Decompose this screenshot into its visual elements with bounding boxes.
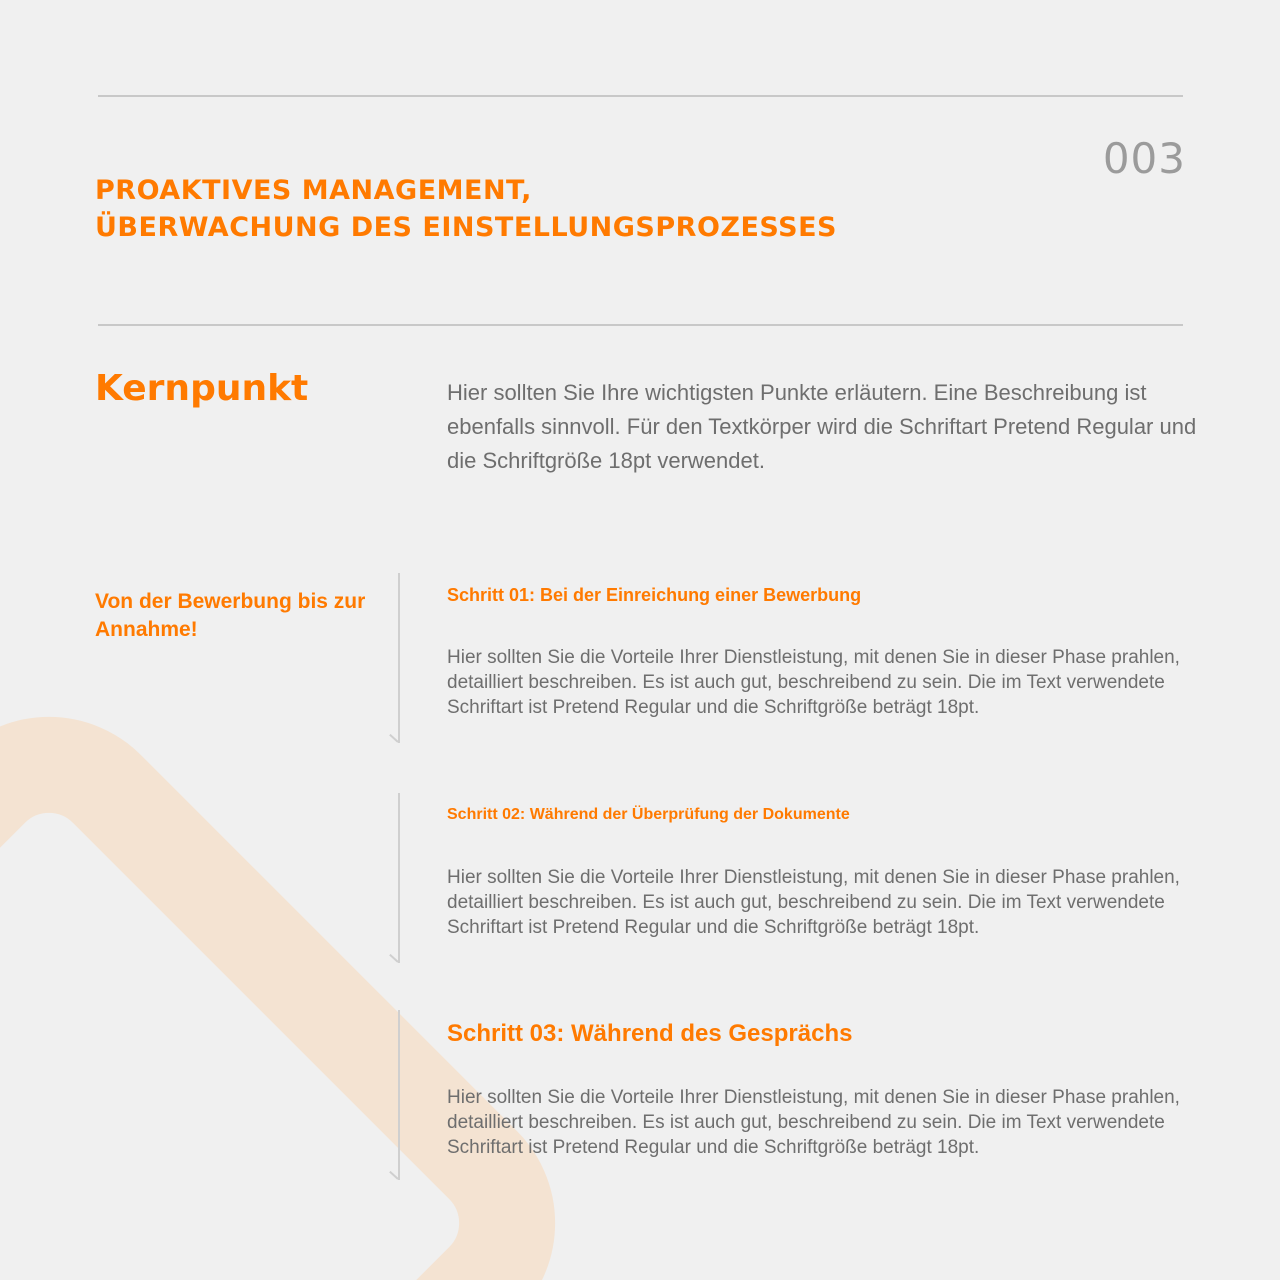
page-number: 003 — [1102, 134, 1186, 183]
step-3-arrow-line — [398, 1010, 400, 1180]
process-label: Von der Bewerbung bis zur Annahme! — [95, 590, 366, 641]
key-point-heading: Kernpunkt — [95, 368, 309, 409]
step-2-body: Hier sollten Sie die Vorteile Ihrer Dienstleistung, mit denen Sie in dieser Phase prahlen, detailliert beschreiben. Es ist auch gut, beschreibend zu sein. Die im Text verwendete Schriftart ist Pretend Regular und die Schriftgröße beträgt 18pt. — [447, 867, 1180, 938]
decorative-rounded-shape — [0, 663, 609, 1280]
top-divider — [98, 95, 1183, 97]
step-3-body: Hier sollten Sie die Vorteile Ihrer Dienstleistung, mit denen Sie in dieser Phase prahlen, detailliert beschreiben. Es ist auch gut, beschreibend zu sein. Die im Text verwendete Schriftart ist Pretend Regular und die Schriftgröße beträgt 18pt. — [447, 1087, 1180, 1158]
page-title-line-1: PROAKTIVES MANAGEMENT, — [95, 175, 532, 206]
step-1-title: Schritt 01: Bei der Einreichung einer Bewerbung — [447, 585, 862, 605]
step-1-arrow-line — [398, 573, 400, 743]
step-2-arrow-line — [398, 793, 400, 963]
page-title — [95, 172, 837, 246]
step-1-body: Hier sollten Sie die Vorteile Ihrer Dienstleistung, mit denen Sie in dieser Phase prahlen, detailliert beschreiben. Es ist auch gut, beschreibend zu sein. Die im Text verwendete Schriftart ist Pretend Regular und die Schriftgröße beträgt 18pt. — [447, 647, 1180, 718]
step-2-title: Schritt 02: Während der Überprüfung der Dokumente — [447, 806, 850, 823]
section-divider — [98, 324, 1183, 326]
key-point-body: Hier sollten Sie Ihre wichtigsten Punkte erläutern. Eine Beschreibung ist ebenfalls sinnvoll. Für den Textkörper wird die Schriftart Pretend Regular und die Schriftgröße 18pt verwendet. — [447, 380, 1197, 473]
page-title-line-2: ÜBERWACHUNG DES EINSTELLUNGSPROZESSES — [95, 212, 837, 243]
step-3-title: Schritt 03: Während des Gesprächs — [447, 1020, 853, 1047]
